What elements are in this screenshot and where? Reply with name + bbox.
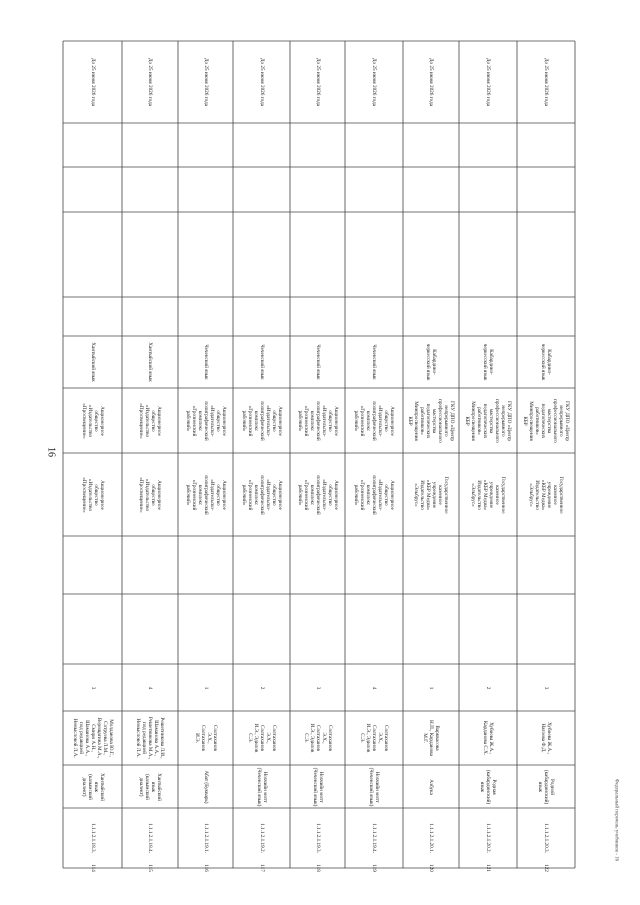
copyright-holder-text: ГКУ ДПО «Центр непрерывного профессионального мастерства педагогических работников» Минпросвещения КБР (464, 398, 512, 443)
cell-copyright-holder (290, 388, 345, 453)
cell-authors (345, 711, 403, 765)
cell-language (122, 336, 178, 388)
cell-grade (233, 664, 290, 711)
cell-code (178, 808, 233, 868)
cell-grade (517, 664, 575, 711)
grade-text: 3 (89, 686, 96, 689)
code-text: 1.1.1.2.1.19.2. (258, 823, 265, 853)
cell-authors (178, 711, 233, 765)
cell-language (403, 336, 459, 388)
cell-language (290, 336, 345, 388)
row-number-text: 114 (89, 864, 96, 872)
cell-grade (459, 664, 517, 711)
cell-subject (63, 765, 122, 808)
language-text: Чеченский язык (202, 344, 209, 380)
cell-authors (233, 711, 290, 765)
subject-text: Хантыйский язык (казымский диалект) (138, 772, 162, 801)
cell-publisher (63, 453, 122, 536)
cell-copyright-holder (459, 388, 517, 453)
row-number-text: 118 (314, 864, 321, 872)
grade-text: 4 (371, 686, 377, 689)
authors-text: Хубиева Ж.А., Нагоева Ф.Д. (540, 722, 552, 754)
code-text: 1.1.1.2.1.20.2. (485, 823, 491, 853)
copyright-holder-text: Акционерное общество «Издательско- полиграфический комплекс «Грозненский рабочий» (184, 400, 227, 441)
authors-text: Солтаханов Э.Х., Солтаханов И.Э., Эдилов С.Э. (302, 723, 333, 753)
row-number-text: 121 (485, 864, 491, 872)
cell-language (459, 336, 517, 388)
cell-authors (459, 711, 517, 765)
cell-copyright-holder (63, 388, 122, 453)
cell-subject (459, 765, 517, 808)
cell-code (403, 808, 459, 868)
cell-code (459, 808, 517, 868)
language-text: Чеченский язык (371, 344, 377, 380)
row-number-text: 122 (543, 864, 549, 872)
cell-deadline (233, 41, 290, 123)
deadline-text: До 25 июня 2026 года (371, 57, 377, 107)
subject-text: Нохчийн мотт (Чеченский язык) (311, 767, 324, 806)
language-text: Кабардино- черкесский язык (425, 343, 437, 381)
cell-authors (517, 711, 575, 765)
cell-publisher (345, 453, 403, 536)
cell-subject (122, 765, 178, 808)
cell-copyright-holder (403, 388, 459, 453)
cell-deadline (290, 41, 345, 123)
publisher-text: Государственное казенное учреждение «КБР Медиа» Издательство «Эльбрус» (470, 475, 506, 514)
code-text: 1.1.1.2.1.18.3. (89, 823, 96, 853)
subject-text: Абат (Букварь) (202, 770, 209, 803)
cell-publisher (233, 453, 290, 536)
deadline-text: До 25 июня 2026 года (485, 57, 491, 107)
cell-deadline (345, 41, 403, 123)
publisher-text: Государственное казенное учреждение «КБР Медиа» Издательство «Эльбрус» (413, 475, 449, 514)
deadline-text: До 25 июня 2026 года (314, 57, 321, 107)
cell-authors (403, 711, 459, 765)
cell-authors (63, 711, 122, 765)
cell-copyright-holder (233, 388, 290, 453)
publisher-text: Акционерное общество «Издательско- полиграфический комплекс «Грозненский рабочий» (353, 474, 395, 515)
subject-text: Нохчийн мотт (Чеченский язык) (255, 767, 268, 806)
copyright-holder-text: Акционерное общество «Издательство «Просвещение» (80, 402, 105, 439)
deadline-text: До 25 июня 2026 года (147, 57, 153, 107)
cell-language (517, 336, 575, 388)
deadline-text: До 25 июня 2026 года (89, 57, 96, 107)
grade-text: 1 (428, 686, 434, 689)
row-number-text: 117 (258, 864, 265, 872)
cell-grade (122, 664, 178, 711)
cell-deadline (122, 41, 178, 123)
cell-copyright-holder (345, 388, 403, 453)
language-text: Чеченский язык (258, 344, 265, 380)
authors-text: Солтаханов Э.Х., Солтаханов И.Э., Эдилов С.Э. (359, 723, 389, 753)
copyright-holder-text: Акционерное общество «Издательско- полиграфический комплекс «Грозненский рабочий» (353, 400, 395, 441)
code-text: 1.1.1.2.1.19.3. (314, 823, 321, 853)
cell-grade (403, 664, 459, 711)
copyright-holder-text: ГКУ ДПО «Центр непрерывного профессионального мастерства педагогических работников» Минпросвещения КБР (407, 398, 455, 443)
cell-deadline (459, 41, 517, 123)
publisher-text: Акционерное общество «Издательство «Просвещение» (80, 476, 105, 513)
cell-subject (178, 765, 233, 808)
code-text: 1.1.1.2.1.19.4. (371, 823, 377, 853)
cell-subject (517, 765, 575, 808)
cell-code (290, 808, 345, 868)
cell-language (178, 336, 233, 388)
cell-deadline (178, 41, 233, 123)
cell-subject (345, 765, 403, 808)
authors-text: Солтаханов Э.Х., Солтаханов И.Э. (193, 725, 218, 751)
cell-grade (345, 664, 403, 711)
cell-copyright-holder (122, 388, 178, 453)
language-text: Хантыйский язык (89, 342, 96, 382)
cell-grade (178, 664, 233, 711)
cell-code (345, 808, 403, 868)
cell-publisher (459, 453, 517, 536)
cell-authors (290, 711, 345, 765)
code-text: 1.1.1.2.1.20.3. (543, 823, 549, 853)
language-text: Кабардино- черкесский язык (482, 343, 494, 381)
cell-copyright-holder (517, 388, 575, 453)
code-text: 1.1.1.2.1.20.1. (428, 823, 434, 853)
cell-deadline (403, 41, 459, 123)
cell-publisher (178, 453, 233, 536)
publisher-text: Государственное казенное учреждение «КБР Медиа» Издательство «Эльбрус» (528, 475, 564, 514)
cell-subject (233, 765, 290, 808)
cell-grade (63, 664, 122, 711)
publisher-text: Акционерное общество «Издательско- полиграфический комплекс «Грозненский рабочий» (184, 474, 227, 515)
row-number-text: 115 (147, 864, 153, 872)
cell-authors (122, 711, 178, 765)
language-text: Чеченский язык (314, 344, 321, 380)
deadline-text: До 25 июня 2026 года (428, 57, 434, 107)
row-number-text: 119 (371, 864, 377, 872)
cell-publisher (403, 453, 459, 536)
cell-publisher (517, 453, 575, 536)
grade-text: 1 (202, 686, 209, 689)
row-number-text: 120 (428, 864, 434, 872)
code-text: 1.1.1.2.1.19.1. (202, 823, 209, 853)
subject-text: Нохчийн мотт (Чеченский язык) (368, 767, 380, 806)
publisher-text: Акционерное общество «Издательско- полиграфический комплекс «Грозненский рабочий» (240, 474, 283, 515)
cell-subject (290, 765, 345, 808)
authors-text: Решетникова Л.И., Шаманова А.А., Решетникова М.А., под редакцией Немысловой Л.А. (135, 716, 165, 760)
authors-text: Молданова Ю.Г., Сотруева Л.М., Верещагина М.А., Смирн А.Н., Шаманова А.А., под редакцией Немысловой Л.А. (71, 717, 114, 759)
grade-text: 3 (314, 686, 321, 689)
authors-text: Варквасова Н.П., Карданова М.Г. (422, 720, 440, 756)
cell-code (233, 808, 290, 868)
grade-text: 2 (485, 686, 491, 689)
grade-text: 4 (147, 686, 153, 689)
subject-text: Родной (кабардинский) язык (537, 769, 555, 804)
grade-text: 2 (258, 686, 265, 689)
cell-language (63, 336, 122, 388)
cell-deadline (517, 41, 575, 123)
cell-code (63, 808, 122, 868)
language-text: Хантыйский язык (147, 342, 153, 382)
subject-text: Родная (кабардинский) язык (479, 769, 497, 804)
copyright-holder-text: Акционерное общество «Издательство «Просвещение» (138, 402, 162, 439)
cell-language (345, 336, 403, 388)
cell-grade (290, 664, 345, 711)
copyright-holder-text: Акционерное общество «Издательско- полиграфический комплекс «Грозненский рабочий» (240, 400, 283, 441)
cell-code (122, 808, 178, 868)
cell-language (233, 336, 290, 388)
cell-deadline (63, 41, 122, 123)
cell-code (517, 808, 575, 868)
deadline-text: До 25 июня 2026 года (258, 57, 265, 107)
cell-publisher (122, 453, 178, 536)
publisher-text: Акционерное общество «Издательство «Просвещение» (138, 476, 162, 513)
deadline-text: До 25 июня 2026 года (543, 57, 549, 107)
authors-text: Хубиева Ж.А., Карданова С.Х. (482, 720, 494, 756)
copyright-holder-text: ГКУ ДПО «Центр непрерывного профессионального мастерства педагогических работников» Минпросвещения КБР (522, 398, 570, 443)
code-text: 1.1.1.2.1.18.4. (147, 823, 153, 853)
cell-copyright-holder (178, 388, 233, 453)
cell-subject (403, 765, 459, 808)
row-number-text: 116 (202, 864, 209, 872)
cell-publisher (290, 453, 345, 536)
authors-text: Солтаханов Э.Х., Солтаханов И.Э., Эдилов С.Э. (246, 723, 277, 753)
subject-text: Хантыйский язык (казымский диалект) (80, 772, 105, 801)
deadline-text: До 25 июня 2026 года (202, 57, 209, 107)
grade-text: 3 (543, 686, 549, 689)
copyright-holder-text: Акционерное общество «Издательско- полиграфический комплекс «Грозненский рабочий» (296, 400, 339, 441)
publisher-text: Акционерное общество «Издательско- полиграфический комплекс «Грозненский рабочий» (296, 474, 339, 515)
subject-text: Азбука (428, 778, 434, 795)
language-text: Кабардино- черкесский язык (540, 343, 552, 381)
